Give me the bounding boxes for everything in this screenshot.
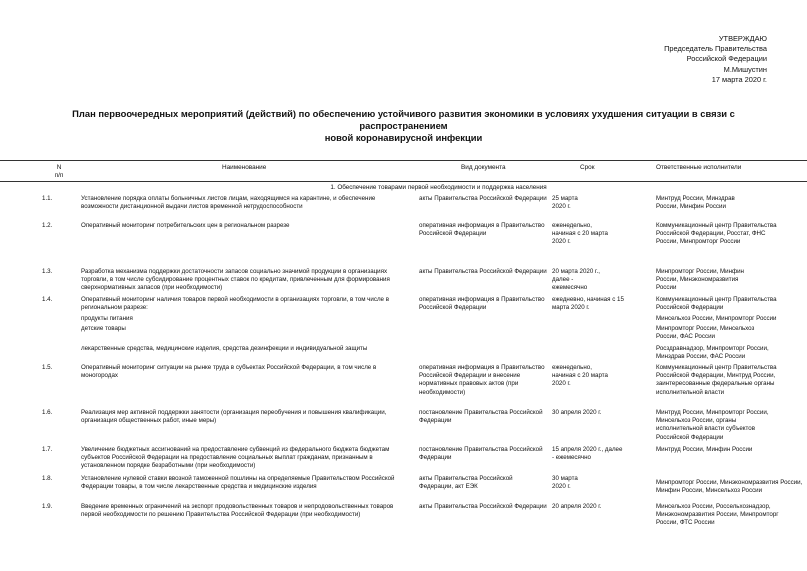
row-term: 20 апреля 2020 г. — [552, 503, 602, 510]
header-term: Срок — [580, 164, 595, 171]
approver-position: Председатель Правительства — [664, 44, 767, 54]
header-doc: Вид документа — [461, 164, 506, 171]
row-name: Оперативный мониторинг наличия товаров первой необходимости в организациях торговли, в том числе в региональном разрезе: — [81, 296, 389, 312]
row-number: 1.5. — [42, 364, 53, 371]
header-num-line1: N — [56, 164, 62, 171]
section-heading — [0, 184, 807, 191]
header-exec: Ответственные исполнители — [656, 164, 742, 171]
row-name: Реализация мер активной поддержки занятости (организация переобучения и повышения квалификации, организация общественных работ, иные меры) — [81, 409, 387, 425]
row-doc: постановление Правительства Российской Федерации — [419, 409, 543, 425]
row-doc: постановление Правительства Российской Федерации — [419, 446, 543, 462]
row-number: 1.1. — [42, 195, 53, 202]
row-term: 20 марта 2020 г., далее - ежемесячно — [552, 268, 600, 292]
row-exec: Минпромторг России, Минфин России, Минэкономразвития России — [656, 268, 744, 292]
row-name: Оперативный мониторинг потребительских цен в региональном разрезе — [81, 222, 290, 229]
row-name: Увеличение бюджетных ассигнований на предоставление субвенций из федерального бюджета бюджетам субъектов Российской Федерации на предоставление социальных выплат гражданам, признанным в установленном порядке безработными (при необходимости) — [81, 446, 390, 470]
row-doc: оперативная информация в Правительство Российской Федерации и внесение нормативных правовых актов (при необходимости) — [419, 364, 545, 396]
row-term: еженедельно, начиная с 20 марта 2020 г. — [552, 364, 608, 388]
row-term: 25 марта 2020 г. — [552, 195, 578, 211]
row-term: 15 апреля 2020 г., далее - ежемесячно — [552, 446, 623, 462]
header-num-line2: п/п — [54, 172, 64, 179]
row-number: 1.8. — [42, 475, 53, 482]
table-header — [0, 160, 807, 182]
row-doc: оперативная информация в Правительство Российской Федерации — [419, 222, 545, 238]
row-number: 1.9. — [42, 503, 53, 510]
row-exec: Коммуникационный центр Правительства Российской Федерации — [656, 296, 777, 312]
subitem-exec: Росздравнадзор, Минпромторг России, Минздрав России, ФАС России — [656, 345, 769, 361]
row-name: Разработка механизма поддержки достаточности запасов социально значимой продукции в организациях торговли, в том числе субсидирование процентных ставок по кредитам, привлеченным для формирования сверхнормативных запасов (при необходимости) — [81, 268, 390, 292]
approver-org: Российской Федерации — [686, 54, 767, 64]
row-name: Оперативный мониторинг ситуации на рынке труда в субъектах Российской Федерации, в том числе в моногородах — [81, 364, 377, 380]
row-exec: Минпромторг России, Минэкономразвития России, Минфин России, Минсельхоз России — [656, 479, 803, 495]
row-doc: акты Правительства Российской Федерации — [419, 503, 547, 510]
row-exec: Минсельхоз России, Россельхознадзор, Минэкономразвития России, Минпромторг России, ФТС России — [656, 503, 779, 527]
subitem-name: лекарственные средства, медицинские изделия, средства дезинфекции и индивидуальной защиты — [81, 345, 368, 352]
section-1-label: 1. Обеспечение товарами первой необходимости и поддержка населения — [330, 184, 547, 191]
row-doc: акты Правительства Российской Федерации, акт ЕЭК — [419, 475, 513, 491]
row-term: 30 апреля 2020 г. — [552, 409, 602, 416]
header-num — [54, 164, 64, 180]
row-name: Введение временных ограничений на экспорт продовольственных товаров и непродовольственных товаров первой необходимости по решению Правительства Российской Федерации (при необходимости) — [81, 503, 394, 519]
subitem-exec: Минсельхоз России, Минпромторг России — [656, 315, 777, 322]
row-exec: Коммуникационный центр Правительства Российской Федерации, Минтруд России, заинтересованные федеральные органы исполнительной власти — [656, 364, 777, 396]
row-exec: Коммуникационный центр Правительства Российской Федерации, Росстат, ФНС России, Минпромторг России — [656, 222, 777, 246]
approver-name: М.Мишустин — [723, 64, 767, 74]
row-term: ежедневно, начиная с 15 марта 2020 г. — [552, 296, 624, 312]
row-number: 1.7. — [42, 446, 53, 453]
row-exec: Минтруд России, Минфин России — [656, 446, 753, 453]
title-line-2: новой коронавирусной инфекции — [324, 132, 483, 143]
row-number: 1.6. — [42, 409, 53, 416]
document-title — [40, 108, 767, 144]
title-line-1: План первоочередных мероприятий (действий) по обеспечению устойчивого развития экономики в условиях ухудшения ситуации в связи с распространением — [72, 108, 735, 131]
row-doc: оперативная информация в Правительство Российской Федерации — [419, 296, 545, 312]
subitem-name: детские товары — [81, 325, 126, 332]
subitem-exec: Минпромторг России, Минсельхоз России, ФАС России — [656, 325, 755, 341]
row-exec: Минтруд России, Минпромторг России, Минсельхоз России, органы исполнительной власти субъектов Российской Федерации — [656, 409, 769, 441]
row-number: 1.4. — [42, 296, 53, 303]
row-number: 1.2. — [42, 222, 53, 229]
row-term: еженедельно, начиная с 20 марта 2020 г. — [552, 222, 608, 246]
approve-label: УТВЕРЖДАЮ — [718, 34, 767, 43]
row-doc: акты Правительства Российской Федерации — [419, 195, 547, 202]
subitem-name: продукты питания — [81, 315, 133, 322]
header-name: Наименование — [222, 164, 267, 171]
approval-block — [664, 34, 767, 85]
row-term: 30 марта 2020 г. — [552, 475, 578, 491]
row-name: Установление порядка оплаты больничных листов лицам, находящимся на карантине, и обеспечение возможности дистанционной выдачи листов временной нетрудоспособности — [81, 195, 376, 211]
row-doc: акты Правительства Российской Федерации — [419, 268, 547, 275]
approval-date: 17 марта 2020 г. — [711, 74, 767, 84]
row-name: Установление нулевой ставки ввозной таможенной пошлины на определяемые Правительством Российской Федерации товары, в том числе лекарственные средства и медицинские изделия — [81, 475, 395, 491]
row-exec: Минтруд России, Минздрав России, Минфин России — [656, 195, 735, 211]
row-number: 1.3. — [42, 268, 53, 275]
